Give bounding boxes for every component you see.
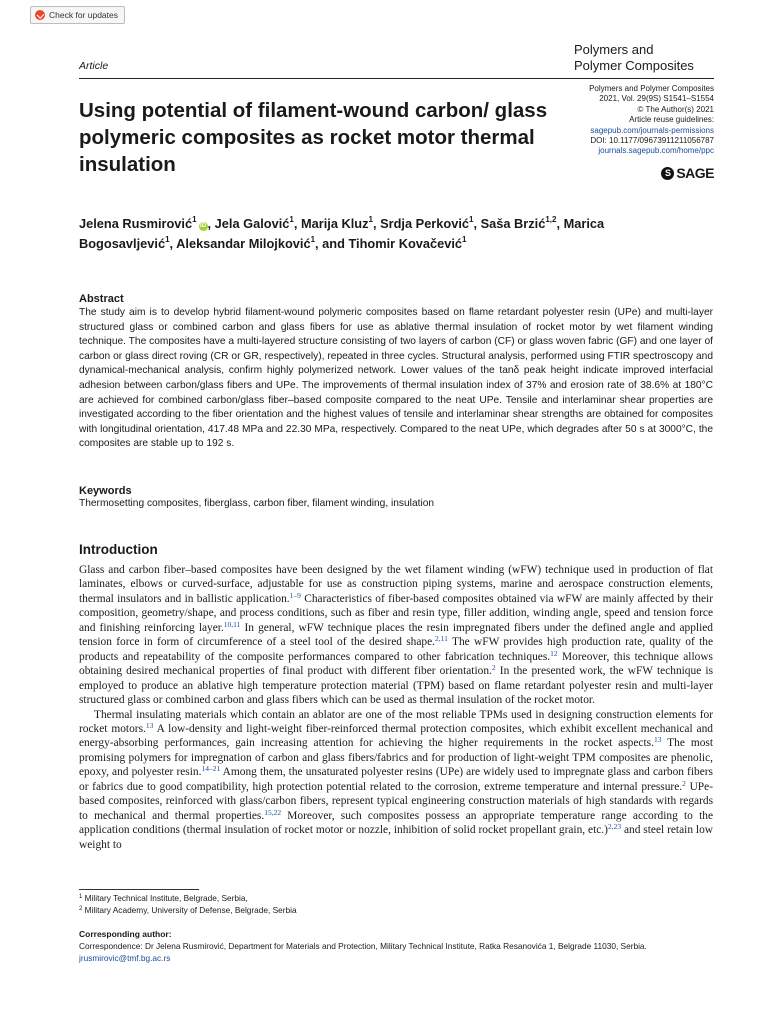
affiliation-marker: 1 [368, 215, 373, 224]
corresponding-author [79, 941, 719, 964]
introduction-heading: Introduction [79, 542, 158, 557]
affiliation-marker: 1 [165, 235, 170, 244]
affiliation-marker: 1 [289, 215, 294, 224]
journal-name-line1: Polymers and [574, 42, 654, 57]
author-name[interactable]: Tihomir Kovačević [348, 236, 463, 251]
journal-home-link[interactable]: journals.sagepub.com/home/ppc [598, 146, 714, 156]
check-updates-icon [35, 10, 45, 20]
affiliation-marker: 1 [462, 235, 467, 244]
footnote-text: Military Technical Institute, Belgrade, Serbia, [84, 893, 248, 903]
sage-logo [661, 165, 714, 181]
footnote [79, 893, 297, 905]
author-list: Jelena Rusmirović$^1$iD , Jela Galović$^1$, Marija Kluz$^1$, Srdja Perković$^1$, Saša Brzić$^{1,2}$, Marica Bogosavljević$^1$, Aleksandar Milojković$^1$, and Tihomir Kovačević$^1$ [79, 215, 605, 251]
introduction-body [79, 563, 713, 852]
citation-link[interactable]: 12 [550, 648, 558, 658]
introduction-paragraph [79, 708, 713, 853]
header-divider [79, 78, 714, 79]
keywords-text: Thermosetting composites, fiberglass, carbon fiber, filament winding, insulation [79, 498, 435, 509]
body-text: Moreover, such composites possess an appropriate temperature range according to the application conditions (thermal insulation of rocket motor or nozzle, inhibition of solid rocket propellant grain, etc.) [79, 809, 713, 837]
journal-name [574, 42, 714, 74]
citation-link[interactable]: 2 [682, 778, 686, 788]
body-text: In general, wFW technique places the resin impregnated fibers under the defined angle and applied tension force in form of circumference of a steel tool of the desired shape. [79, 621, 713, 649]
author-name[interactable]: Marija Kluz [300, 216, 369, 231]
citation-link[interactable]: 1–9 [289, 590, 301, 600]
body-text: Glass and carbon fiber–based composites have been designed by the wet filament winding (wFW) technique used in production of flat laminates, elbows or curved-surface, adjustable for use as construction piping systems, marine and aerospace construction elements, thermal insulators and in ballistic application. [79, 564, 713, 605]
affiliation-marker: 1 [469, 215, 474, 224]
journal-meta-copyright: © The Author(s) 2021 [637, 104, 714, 114]
orcid-icon[interactable]: iD [200, 223, 207, 229]
check-updates-label: Check for updates [49, 10, 118, 20]
body-text: Thermal insulating materials which contain an ablator are one of the most reliable TPMs used in designing construction elements for rocket motors. [79, 708, 713, 735]
body-text: The wFW provides high production rate, quality of the products and repeatability of the composite performances compared to other fabrication techniques. [79, 636, 714, 663]
footnote-divider [79, 889, 199, 890]
journal-metadata [514, 84, 714, 157]
author-name[interactable]: Marica Bogosavljević [79, 216, 605, 251]
abstract-text: The study aim is to develop hybrid filament-wound polymeric composites based on flame retardant polyester resin (UPe) and multi-layer structured glass or combined carbon and glass fibers for use as ablative thermal insulation of rocket motor by wet filament winding technique. The composites have a multi-layered structure consisting of two layers of carbon (CF) or glass woven fabric (GF) and one layer of carbon or glass direct roving (CR or GR, respectively), repeated in three cycles. Structural analysis, performed using FTIR spectroscopy and dynamical-mechanical analysis, confirm highly polymerized network. Lower values of the tanδ peak height indicate improved interfacial adhesion between carbon/glass fibers and UPe. The improvements of thermal insulation index of 37% and erosion rate of 38.6% at 180°C are achieved for combined carbon/glass fiber–based composite compared to the neat UPe. Tensile and interlaminar shear properties are investigated according to the fiber orientation and the highest values of tensile and interlaminar shear strengths are obtained for composites with longitudinal orientation, 417.48 MPa and 22.30 MPa, respectively. Compared to the neat UPe, which degrades after 50 s at 3000°C, the composites are stable up to 192 s. [79, 307, 713, 450]
author-name[interactable]: Srdja Perković [380, 216, 470, 231]
body-text: UPe-based composites, reinforced with glass/carbon fibers, represent typical engineering construction materials of high standards with regards to mechanical and thermal properties. [79, 780, 713, 822]
journal-meta-reuse: Article reuse guidelines: [629, 115, 714, 125]
citation-link[interactable]: 2 [491, 663, 496, 673]
body-text: A low-density and light-weight fiber-reinforced thermal protection composites, which exhibit excellent mechanical and energy-absorbing performances, gain increasing attention for achieving the higher requirements in the rocket aspects. [79, 722, 714, 750]
author-name[interactable]: Jela Galović [214, 216, 290, 231]
footnote-text: Military Academy, University of Defense, Belgrade, Serbia [84, 904, 297, 915]
corresponding-author-heading: Corresponding author: [79, 929, 172, 939]
affiliation-marker: 1 [310, 235, 316, 244]
citation-link[interactable]: 2,23 [607, 822, 622, 832]
keywords-heading: Keywords [79, 485, 132, 497]
footnote-number: 1 [79, 894, 83, 900]
affiliation-marker: 1,2 [545, 215, 557, 224]
author-name[interactable]: Aleksandar Milojković [176, 236, 311, 251]
author-name[interactable]: Jelena Rusmirović [79, 216, 193, 231]
journal-meta-volume: 2021, Vol. 29(9S) S1541–S1554 [599, 94, 714, 104]
introduction-paragraph [79, 563, 713, 708]
paper-title: Using potential of filament-wound carbon/ glass polymeric composites as rocket motor thermal insulation [79, 99, 548, 176]
author-name[interactable]: Saša Brzić [480, 216, 546, 231]
check-for-updates-button[interactable] [30, 6, 125, 24]
body-text: In the presented work, the wFW technique is employed to produce an ablative high temperature protection material (TPM) based on flame retardant polyester resin and multi-layer structured glass or combined carbon and glass fibers which can be used as thermal insulation of the rocket motor. [79, 665, 713, 707]
journal-meta-name: Polymers and Polymer Composites [589, 84, 714, 93]
body-text: Moreover, this technique allows obtaining desired mechanical properties of final product with different fiber orientation. [79, 650, 713, 678]
abstract-heading: Abstract [79, 293, 124, 305]
body-text: Characteristics of fiber-based composites obtained via wFW are mainly affected by their composition, geometry/shape, and process conditions, such as fiber and resin type, filler addition, winding angle, speed and tension force and finishing reinforcing layer. [79, 592, 714, 634]
correspondence-email[interactable]: jrusmirovic@tmf.bg.ac.rs [79, 952, 171, 963]
sage-logo-text: SAGE [676, 165, 714, 181]
citation-link[interactable]: 2,11 [435, 634, 448, 644]
affiliation-footnotes [79, 893, 297, 916]
permissions-link[interactable]: sagepub.com/journals-permissions [590, 125, 714, 135]
article-type: Article [79, 60, 109, 72]
citation-link[interactable]: 13 [653, 735, 662, 745]
footnote-number: 2 [79, 905, 83, 912]
citation-link[interactable]: 13 [145, 720, 154, 730]
journal-name-line2: Polymer Composites [574, 58, 694, 73]
body-text: Among them, the unsaturated polyester resins (UPe) are widely used to impregnate glass and carbon fibers or fabrics due to good compatibility, high protection potential related to the corrosion, extreme temperature and internal pressure. [79, 766, 713, 793]
footnote [79, 905, 297, 917]
affiliation-marker: 1 [192, 215, 197, 224]
citation-link[interactable]: 14–21 [201, 764, 221, 774]
citation-link[interactable]: 10,11 [223, 619, 241, 629]
body-text: and steel retain low weight to [79, 824, 713, 851]
body-text: The most promising polymers for impregnation of carbon and glass fibers/fabrics and for production of light-weight TPM composites are phenolic, epoxy, and polyester resin. [79, 737, 713, 779]
doi[interactable]: DOI: 10.1177/09673911211056787 [590, 136, 714, 146]
sage-mark-icon: S [661, 167, 674, 180]
citation-link[interactable]: 15,22 [264, 807, 282, 817]
correspondence-address: Correspondence: Dr Jelena Rusmirović, Department for Materials and Protection, Military Technical Institute, Ratka Resanovića 1, Belgrade 11030, Serbia. [79, 941, 647, 951]
